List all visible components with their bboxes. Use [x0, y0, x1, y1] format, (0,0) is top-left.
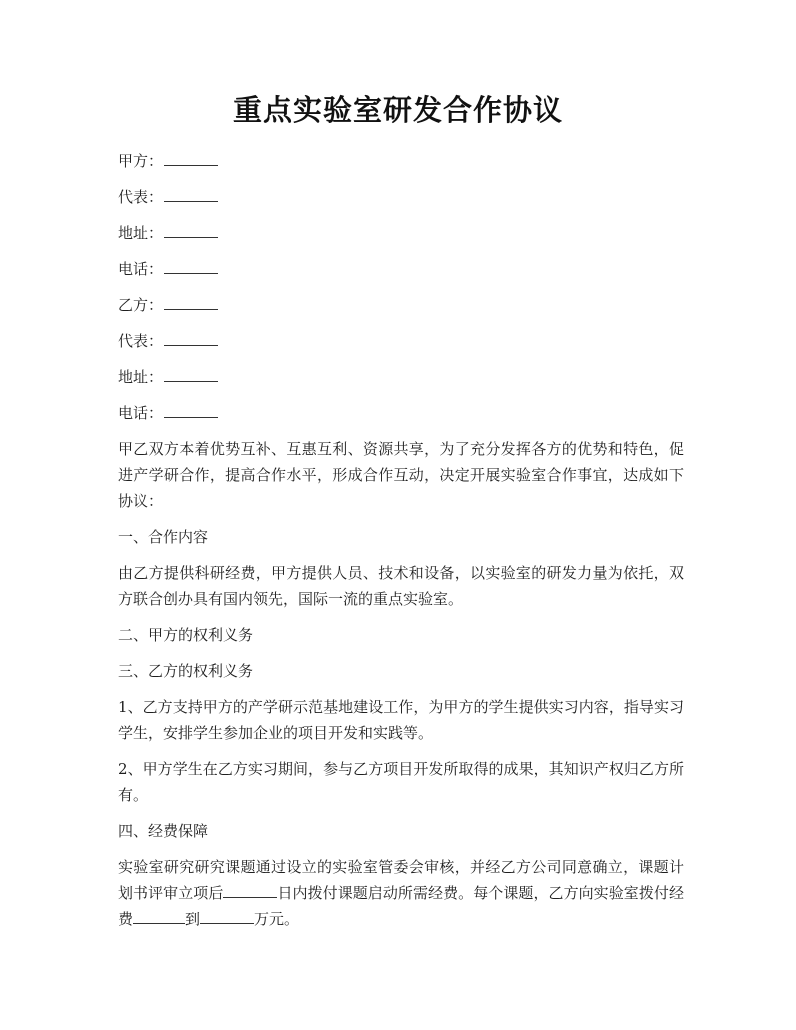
section-3-item-2: 2、甲方学生在乙方实习期间，参与乙方项目开发所取得的成果，其知识产权归乙方所有。 [118, 760, 684, 804]
party-a-name-label: 甲方： [118, 152, 164, 170]
section-2-heading: 二、甲方的权利义务 [118, 626, 254, 644]
party-a-phone-blank [164, 256, 218, 274]
intro-paragraph: 甲乙双方本着优势互补、互惠互利、资源共享，为了充分发挥各方的优势和特色，促进产学研合作，提高合作水平，形成合作互动，决定开展实验室合作事宜，达成如下协议： [118, 440, 684, 510]
party-a-phone-label: 电话： [118, 260, 164, 278]
party-b-address-blank [164, 364, 218, 382]
party-b-rep-field [118, 328, 684, 354]
section-4-body-part-4: 万元。 [254, 910, 300, 928]
section-3-heading: 三、乙方的权利义务 [118, 662, 254, 680]
party-a-address-blank [164, 220, 218, 238]
document-body [118, 148, 684, 942]
party-b-rep-label: 代表： [118, 332, 164, 350]
party-a-address-field [118, 220, 684, 246]
party-a-rep-blank [164, 184, 218, 202]
max-amount-blank [200, 906, 254, 924]
party-b-phone-blank [164, 400, 218, 418]
section-1-body: 由乙方提供科研经费，甲方提供人员、技术和设备，以实验室的研发力量为依托，双方联合创办具有国内领先，国际一流的重点实验室。 [118, 564, 684, 608]
party-a-address-label: 地址： [118, 224, 164, 242]
section-1-heading: 一、合作内容 [118, 528, 209, 546]
party-b-phone-label: 电话： [118, 404, 164, 422]
section-4-body-part-3: 到 [185, 910, 201, 928]
party-a-phone-field [118, 256, 684, 282]
document-title: 重点实验室研发合作协议 [232, 93, 563, 127]
party-a-rep-label: 代表： [118, 188, 164, 206]
party-a-name-blank [164, 148, 218, 166]
party-b-name-field [118, 292, 684, 318]
party-b-name-label: 乙方： [118, 296, 164, 314]
party-b-rep-blank [164, 328, 218, 346]
party-a-name-field [118, 148, 684, 174]
section-4-body [118, 854, 684, 932]
days-blank [223, 880, 277, 898]
party-b-phone-field [118, 400, 684, 426]
party-b-name-blank [164, 292, 218, 310]
party-b-address-field [118, 364, 684, 390]
section-4-heading: 四、经费保障 [118, 822, 209, 840]
section-3-item-1: 1、乙方支持甲方的产学研示范基地建设工作，为甲方的学生提供实习内容，指导实习学生，安排学生参加企业的项目开发和实践等。 [118, 698, 684, 742]
section-4-body-part-2: 日内拨付课题启动所需经费。每个课题，乙方向实验室拨付经费 [118, 884, 684, 928]
min-amount-blank [133, 906, 185, 924]
section-4-body-part-1: 实验室研究研究课题通过设立的实验室管委会审核，并经乙方公司同意确立，课题计划书评审立项后 [118, 858, 684, 902]
party-b-address-label: 地址： [118, 368, 164, 386]
party-a-rep-field [118, 184, 684, 210]
